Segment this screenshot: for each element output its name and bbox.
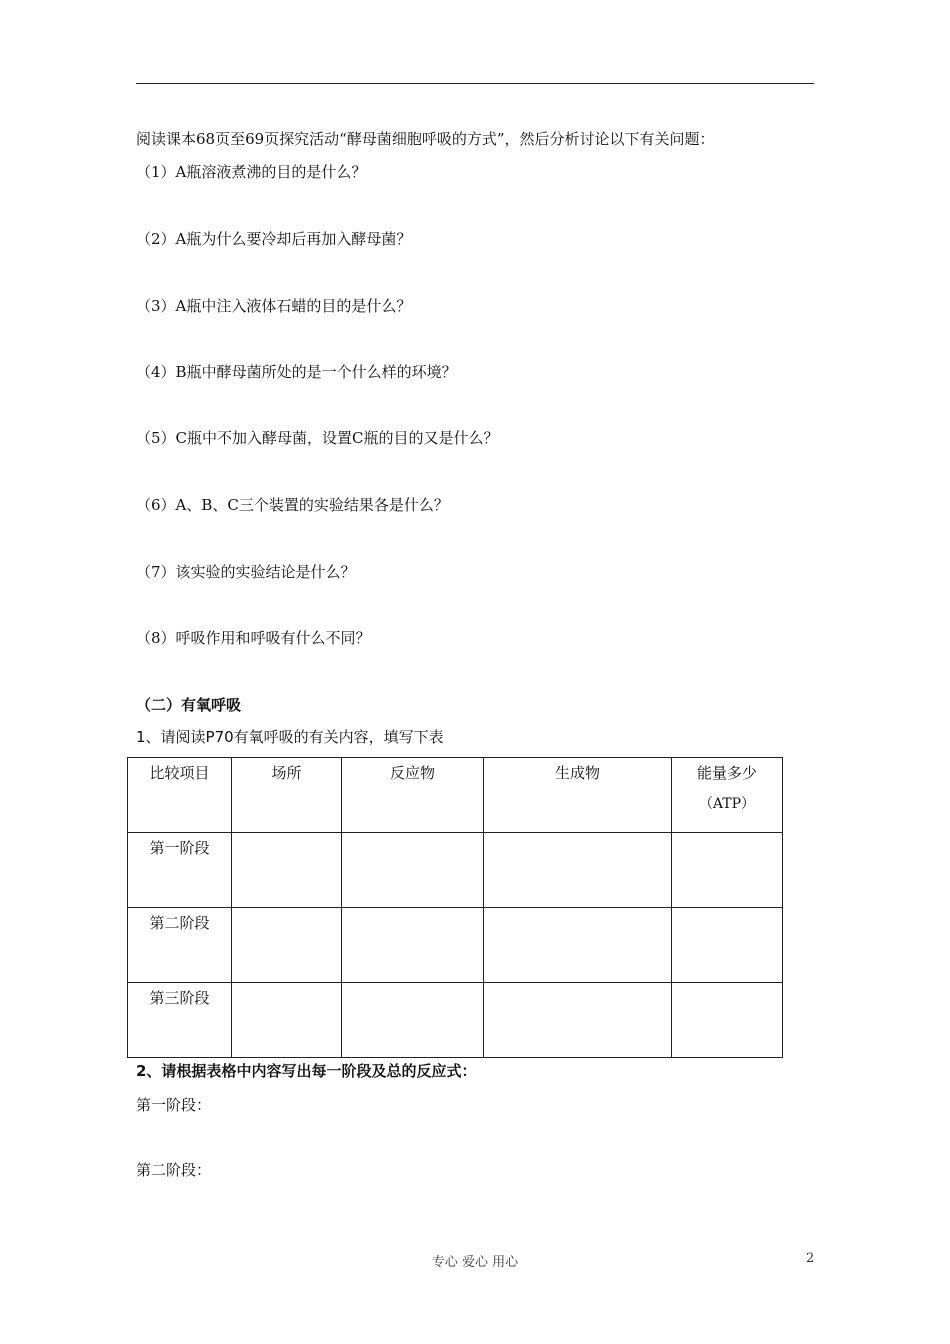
blank-cell[interactable]: [672, 983, 783, 1058]
table-row: [128, 983, 783, 1058]
header-energy: [672, 758, 783, 833]
blank-cell[interactable]: [342, 833, 484, 908]
blank-cell[interactable]: [342, 983, 484, 1058]
table-row: [128, 833, 783, 908]
blank-cell[interactable]: [484, 983, 672, 1058]
table-row: [128, 908, 783, 983]
stage-1-label: 第一阶段：: [136, 1096, 212, 1114]
header-compare-item: 比较项目: [128, 758, 232, 833]
task-1-instruction: 1、请阅读P70有氧呼吸的有关内容，填写下表: [136, 728, 444, 746]
header-location: 场所: [232, 758, 342, 833]
header-products: 生成物: [484, 758, 672, 833]
blank-cell[interactable]: [484, 833, 672, 908]
aerobic-respiration-table: [127, 757, 783, 1058]
blank-cell[interactable]: [342, 908, 484, 983]
question-8: （8）呼吸作用和呼吸有什么不同？: [136, 629, 371, 647]
row-label-stage-1: 第一阶段: [128, 833, 232, 908]
question-7: （7）该实验的实验结论是什么？: [136, 563, 356, 581]
question-6: （6）A、B、C三个装置的实验结果各是什么？: [136, 496, 449, 514]
question-1: （1）A瓶溶液煮沸的目的是什么？: [136, 163, 367, 181]
header-energy-unit: （ATP）: [698, 796, 756, 812]
question-5: （5）C瓶中不加入酵母菌，设置C瓶的目的又是什么？: [136, 429, 499, 447]
task-2-instruction: 2、请根据表格中内容写出每一阶段及总的反应式：: [136, 1062, 477, 1080]
table-header-row: [128, 758, 783, 833]
section-title: （二）有氧呼吸: [136, 696, 242, 714]
question-2: （2）A瓶为什么要冷却后再加入酵母菌？: [136, 230, 412, 248]
question-3: （3）A瓶中注入液体石蜡的目的是什么？: [136, 297, 412, 315]
row-label-stage-2: 第二阶段: [128, 908, 232, 983]
blank-cell[interactable]: [232, 983, 342, 1058]
blank-cell[interactable]: [232, 833, 342, 908]
intro-text: 阅读课本68页至69页探究活动“酵母菌细胞呼吸的方式”，然后分析讨论以下有关问题：: [136, 130, 715, 148]
question-4: （4）B瓶中酵母菌所处的是一个什么样的环境？: [136, 363, 457, 381]
blank-cell[interactable]: [232, 908, 342, 983]
blank-cell[interactable]: [672, 908, 783, 983]
row-label-stage-3: 第三阶段: [128, 983, 232, 1058]
header-reactants: 反应物: [342, 758, 484, 833]
blank-cell[interactable]: [672, 833, 783, 908]
header-energy-label: 能量多少: [696, 764, 757, 782]
blank-cell[interactable]: [484, 908, 672, 983]
page-footer: 专心 爱心 用心: [431, 1255, 519, 1270]
header-rule: [136, 83, 814, 84]
page-number: 2: [806, 1251, 815, 1266]
stage-2-label: 第二阶段：: [136, 1161, 212, 1179]
